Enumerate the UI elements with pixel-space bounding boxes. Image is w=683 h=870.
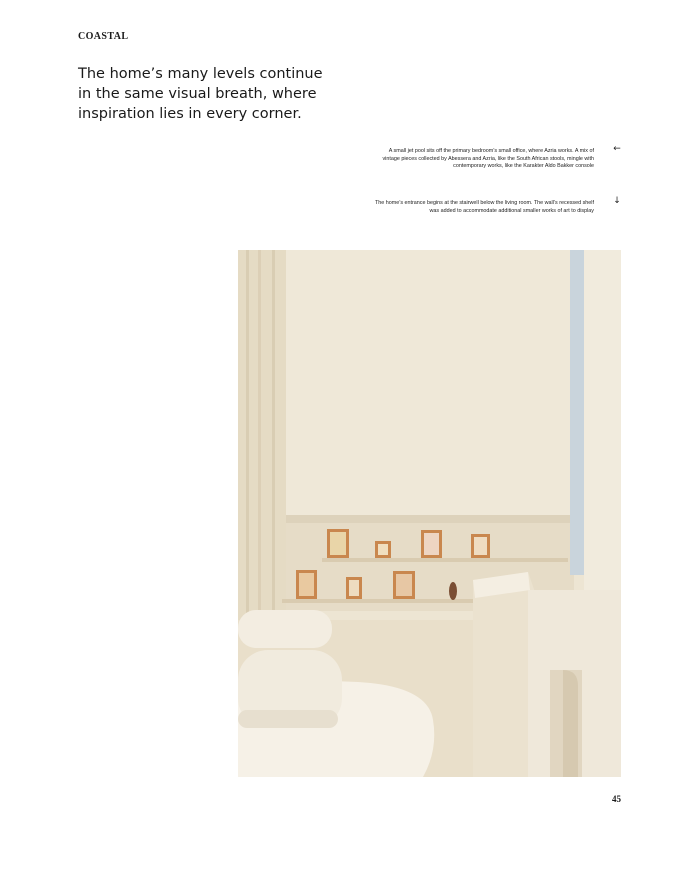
recess-shadow <box>282 515 574 523</box>
curtain-fold <box>246 250 249 620</box>
artwork <box>424 533 439 555</box>
caption-entrance: The home’s entrance begins at the stairwell below the living room. The wall’s recessed shelf was added to accommodate additional smaller works of art to display <box>374 200 594 214</box>
arrow-down-icon: ↓ <box>613 196 621 206</box>
artwork <box>474 537 487 555</box>
caption-pool: A small jet pool sits off the primary bedroom’s small office, where Azria works. A mix of vintage pieces collected by Abessera and Azria, like the South African stools, mingle with contemporary works, like the Karakter Aldo Bakker console <box>382 148 594 170</box>
artwork <box>396 574 412 596</box>
artwork <box>299 573 314 596</box>
artwork <box>330 532 346 555</box>
curtain-fold <box>272 250 275 620</box>
section-label: COASTAL <box>78 31 129 42</box>
headline: The home’s many levels continue in the same visual breath, where inspiration lies in every corner. <box>78 66 323 122</box>
interior-illustration <box>238 250 621 777</box>
curtain <box>238 250 286 620</box>
artwork <box>349 580 359 596</box>
upper-shelf <box>322 558 568 562</box>
doorway-shadow <box>563 670 578 777</box>
interior-photo <box>238 250 621 777</box>
artwork <box>378 544 388 555</box>
sculpture <box>449 582 457 600</box>
arrow-left-icon: ← <box>613 144 621 154</box>
page-number: 45 <box>612 794 621 804</box>
window-strip <box>570 250 584 575</box>
upper-wall <box>286 250 570 515</box>
curtain-fold <box>258 250 261 620</box>
sofa-bolster <box>238 610 332 648</box>
sofa-shadow <box>238 710 338 728</box>
